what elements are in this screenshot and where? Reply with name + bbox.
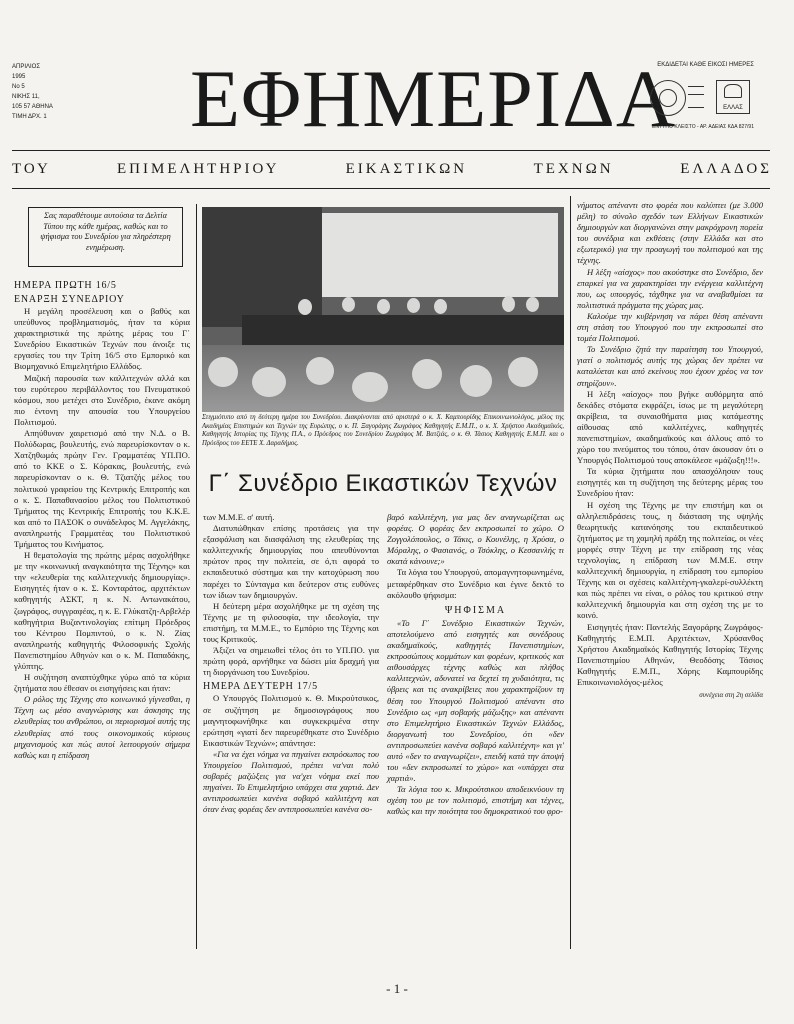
- paragraph: Η συζήτηση αναπτύχθηκε γύρω από τα κύρια ζητήματα που έθεσαν οι εισηγήσεις και ήταν:: [14, 672, 190, 694]
- paragraph: Εισηγητές ήταν: Παντελής Ξαγοράρης Ζωγράφος-Καθηγητής Ε.Μ.Π. Αρχιτέκτων, Χρύσανθος Χρήστου Ακαδημαϊκός Καθηγητής Ιστορίας Τέχνης Πανεπιστημίου Αθηνών, Θεοδόσης Τάσιος Καθηγητής Ε.Μ.Π., Χάρης Καμπουρίδης Επικοινωνιολόγος-μέλος: [577, 621, 763, 688]
- paragraph: Άξιζει να σημειωθεί τέλος ότι το ΥΠ.ΠΟ. για πρώτη φορά, αρνήθηκε να δώσει μία δραχμή για τη διοργάνωση του Συνεδρίου.: [203, 645, 379, 678]
- address-street: ΝΙΚΗΣ 11,: [12, 94, 40, 100]
- issue-info: [12, 62, 53, 122]
- paragraph: Η θεματολογία της πρώτης μέρας ασχολήθηκε με την «κοινωνική αναγκαιότητα της Τέχνης» και την «ελευθερία της καλλιτεχνικής δημιουργίας». Εισηγητές ήταν ο κ. Σ. Κονταράτος, αρχιτέκτων καθηγητής ΑΣΚΤ, η κ. Ν. Αντωνακάτου, ζωγράφος, συγγραφέας, η κ. Ε. Γλύκατζη-Αρβελέρ καθηγήτρια Βυζαντινολογίας επίτιμη Πρόεδρος του Κέντρου Πομπιντού, ο κ. Ν. Ζίας αναπληρωτής καθηγητής Φιλοσοφικής Σχολής Πανεπιστημίου Αθηνών και ο κ. Μ. Παπαδάκης, γλύπτης.: [14, 550, 190, 671]
- issue-price: ΤΙΜΗ ΔΡΧ. 1: [12, 114, 47, 120]
- paragraph: Καλούμε την κυβέρνηση να πάρει θέση απέναντι στη στάση του Υπουργού που την εκπροσωπεί στο τομέα Πολιτισμού.: [577, 310, 763, 344]
- article-column-2: [203, 512, 379, 815]
- section-heading: ΕΝΑΡΞΗ ΣΥΝΕΔΡΙΟΥ: [14, 294, 125, 305]
- article-column-1: [14, 277, 190, 761]
- paragraph: βαρό καλλιτέχνη, για μας δεν αναγνωρίζεται ως φορέας. Ο φορέας δεν εκπροσωπεί το χώρο. Ο Ζογγολόπουλος, ο Τάκις, ο Κουνέλης, η Χρύσα, ο Μόραλης, ο Φασιανός, ο Τσόκλης, ο Κεσσανλής τι σκατά κάνουνε;»: [387, 512, 564, 567]
- masthead-rule-top: [12, 150, 770, 151]
- paragraph: Τα λόγια του κ. Μικρούτσικου αποδεικνύουν τη σχέση του με τον πολιτισμό, επιστήμη και τέχνες, καθώς και την ποιότητα του δημοκρατικού του φρο-: [387, 784, 564, 817]
- paragraph: των Μ.Μ.Ε. σ' αυτή.: [203, 512, 275, 522]
- paragraph: Απηύθυναν χαιρετισμό από την Ν.Δ. ο Β. Πολύδωρας, βουλευτής, ενώ παρευρίσκονταν ο κ. Χατζηθωμάς πρώην Γεν. Γραμματέας ΥΠ.ΠΟ. από το ΚΚΕ ο Σ. Κόρακας, βουλευτής, ενώ παρευρίσκονταν ο κ. Θ. Τζιατζής μέλος του πολιτικού γραφείου της Κεντρικής Επιτροπής και ο κ. Σ. Παπαθανασίου μέλος του Πολιτιστικού Τμήματος της Κεντρικής Επιτροπής του Κ.Κ.Ε. και από το ΠΑΣΟΚ ο συνάδελφος Μ. Αγγελάκης, αναπληρωτής Γραμματέας του Πολιτιστικού Τμήματος του Κινήματος.: [14, 428, 190, 549]
- newspaper-title: ΕΦΗΜΕΡΙΔΑ: [190, 53, 677, 144]
- paragraph: Μαζική παρουσία των καλλιτεχνών αλλά και του ευρύτερου περιβάλλοντος του Πνευματικού κόσμου, που μετέχει στο Συνέδριο, έκανε ακόμη πιο έντονη την απουσία του Υπουργείου Πολιτισμού.: [14, 372, 190, 427]
- paragraph: Η δεύτερη μέρα ασχολήθηκε με τη σχέση της Τέχνης με τη φιλοσοφία, την ιδεολογία, την επιστήμη, τα Μ.Μ.Ε., το Εμπόριο της Τέχνης και τους Κριτικούς.: [203, 600, 379, 645]
- article-column-3: [387, 512, 564, 818]
- paragraph: Τα λόγια του Υπουργού, απομαγνητοφωνημένα, μεταφέρθηκαν στο Συνέδριο και έγινε δεκτό το ακόλουθο ψήφισμα:: [387, 567, 564, 600]
- section-heading: ΗΜΕΡΑ ΠΡΩΤΗ 16/5: [14, 280, 117, 291]
- conference-photo: [202, 207, 564, 412]
- page-number: - 1 -: [386, 981, 408, 996]
- paragraph: Η μεγάλη προσέλευση και ο βαθύς και υπεύθυνος προβληματισμός, ήταν τα κύρια χαρακτηριστικά της πρώτης μέρας του Γ΄ Συνεδρίου Εικαστικών Τεχνών που άνοιξε τις εργασίες του την Τρίτη 16/5 στο Εμπορικό και Βιομηχανικό Επιμελητήριο Ελλάδος.: [14, 306, 190, 372]
- section-heading: ΨΗΦΙΣΜΑ: [444, 604, 507, 616]
- article-column-4: [577, 200, 763, 701]
- intro-box: Σας παραθέτουμε αυτούσια τα Δελτία Τύπου της κάθε ημέρας, καθώς και το ψήφισμα του Συνεδρίου για πληρέστερη ενημέρωση.: [28, 207, 183, 267]
- address-city: 105 57 ΑΘΗΝΑ: [12, 104, 53, 110]
- paragraph: Ο Υπουργός Πολιτισμού κ. Θ. Μικρούτσικος, σε συζήτηση με δημοσιογράφους που μαγνητοφωνήθηκε και συγκεκριμένα στην ερώτηση «γιατί δεν παρευρέθηκατε στο Συνέδριο Εικαστικών Τεχνών»; απάντησε:: [203, 693, 379, 748]
- photo-caption: Στιγμιότυπο από τη δεύτερη ημέρα του Συνεδρίου. Διακρίνονται από αριστερά ο κ. Χ. Καμπουρίδης Επικοινωνιολόγος, μέλος της Ακαδημίας Επιστημών και Τεχνών της Ευρώπης, ο κ. Π. Ξαγοράρης Ζωγράφος Καθηγητής Ε.Μ.Π., ο κ. Χ. Χρήστου Ακαδημαϊκός, Καθηγητής Ιστορίας της Τέχνης Π.Α., ο Πρόεδρος του Συνεδρίου Ζωγράφος Μ. Βατζιάς, ο κ. Θ. Τάσιος Καθηγητής Ε.Μ.Π. και ο Πρόεδρος του ΕΕΤΕ Χ. Δαραδήμος.: [202, 414, 564, 448]
- hellenic-post-stamp-icon: [716, 80, 750, 114]
- paragraph: Η σχέση της Τέχνης με την επιστήμη και οι αλληλεπιδράσεις τους, η διάσταση της υψηλής θεωρητικής κατανόησης του εκπαιδευτικού ζητήματος με τη χαμηλή πράξη της πολιτείας, οι νέες μορφές στην Τέχνη με την επίδραση της νέας τεχνολογίας, η επίδραση των Μ.Μ.Ε. στην καλλιτεχνική δημιουργία, η επίδραση του εμπορίου Τέχνης και οι σχέσεις καλλιτέχνη-γκαλερί-συλλέκτη και πώς πρέπει να είναι, ο ρόλος του κριτικού στην καλλιτεχνική δημιουργία και στη σχέση της με το κοινό.: [577, 499, 763, 621]
- publication-frequency: ΕΚΔΙΔΕΤΑΙ ΚΑΘΕ ΕΙΚΟΣΙ ΗΜΕΡΕΣ: [657, 62, 754, 68]
- section-heading: ΗΜΕΡΑ ΔΕΥΤΕΡΗ 17/5: [203, 681, 318, 693]
- column-divider: [196, 204, 197, 949]
- paragraph: Τα κύρια ζητήματα που απασχόλησαν τους εισηγητές και τη συζήτηση της δεύτερης μέρας του Συνεδρίου ήταν:: [577, 466, 763, 499]
- article-headline: Γ΄ Συνέδριο Εικαστικών Τεχνών: [208, 470, 558, 497]
- issue-month: ΑΠΡΙΛΙΟΣ: [12, 64, 41, 70]
- paragraph: νήματος απέναντι στο φορέα που καλύπτει (με 3.000 μέλη) το σύνολο σχεδόν των Ελλήνων Εικαστικών δημιουργών και διοργανώνει στην μακρόχρονη πορεία του συνέδρια και εκθέσεις (στην Ελλάδα και στο εξωτερικό) για την προαγωγή του πολιτισμού και της τέχνης.: [577, 200, 763, 266]
- paragraph: Ο ρόλος της Τέχνης στο κοινωνικό γίγνεσθαι, η Τέχνη ως μέσο αναγνώρισης και άσκησης της ελευθερίας του ανθρώπου, οι περιορισμοί αυτής της ελευθερίας από τους οικονομικούς κύριους μηχανισμούς και πώς αυτοί λειτουργούν σήμερα καθώς και η επίδραση: [14, 694, 190, 760]
- masthead-rule-bottom: [12, 188, 770, 189]
- paragraph: Η λέξη «αίσχος» που ακούστηκε στο Συνέδριο, δεν επαρκεί για να χαρακτηρίσει την ενέργεια καλλιτέχνη που, ως υπουργός, τάχθηκε για να αναβαθμίσει τα πολιτιστικά πράγματα της χώρας μας.: [577, 266, 763, 310]
- stamp-label: ΕΛΛΑΣ: [723, 105, 743, 111]
- continued-note: συνέχεια στη 2η σελίδα: [699, 691, 763, 700]
- issue-number: No 5: [12, 84, 25, 90]
- postmark-icon: [650, 80, 686, 116]
- paragraph: Διατυπώθηκαν επίσης προτάσεις για την εξασφάλιση και διασφάλιση της ελευθερίας της καλλιτεχνικής δημιουργίας που απευθύνονται πρώτον προς την πολιτεία, σε ό,τι αφορά το εκπαιδευτικό σύστημα και την κατοχύρωση που παρέχει το Σύνταγμα και δεύτερον στις ευθύνες των ίδιων των δημιουργών.: [203, 523, 379, 600]
- column-divider: [570, 196, 571, 949]
- paragraph: «Το Γ΄ Συνέδριο Εικαστικών Τεχνών, αποτελούμενο από εισηγητές και συνέδρους ακαδημαϊκούς, καθηγητές Πανεπιστημίων, εκπροσώπους κομμάτων και φορέων, κριτικούς και αιθουσάρχες τέχνης καθώς και πλήθος καλλιτεχνών, αδυνατεί να δεχτεί τη χυδαιότητα, τις ύβρεις και τις ανακρίβειες που χαρακτηρίζουν τη θέση του Υπουργού Πολιτισμού απέναντι στο Συνέδριο ως «μη σοβαρής μάζωξης» και απέναντι στο Επιμελητήριο Εικαστικών Τεχνών Ελλάδος, διοργανωτή του Συνεδρίου, ότι «δεν αντιπροσωπεύει κανένα σοβαρό καλλιτέχνη» και γι' αυτό «δεν το αναγνωρίζει», επειδή κατά την άποψή του «δεν εκπροσωπεί το χώρο» και «υπάρχει στα χαρτιά».: [387, 617, 564, 784]
- postal-permit: ΕΝΤΥΠΟ ΚΛΕΙΣΤΟ - ΑΡ. ΑΔΕΙΑΣ ΚΔΑ 827/91: [652, 124, 754, 130]
- paragraph: «Για να έχει νόημα να πηγαίνει εκπρόσωπος του Υπουργείου Πολιτισμού, πρέπει να'ναι πολύ σοβαρές μαζώξεις για να'χει νόημα εκεί που πηγαίνει. Το Επιμελητήριο υπάρχει στα χαρτιά. Δεν αντιπροσωπεύει κανένα σοβαρό καλλιτέχνη και όταν ένας φορέας δεν αντιπροσωπεύει κανένα σο-: [203, 748, 379, 815]
- postage-stamps: [650, 80, 760, 120]
- postmark-lines-icon: [688, 86, 704, 108]
- paragraph: Η λέξη «αίσχος» που βγήκε αυθόρμητα από δεκάδες στόματα εκφράζει, ίσως με τη μεγαλύτερη ακρίβεια, τα συναισθήματα μιας κατάμεστης αίθουσας από καλλιτέχνες, καθηγητές πανεπιστημίων, ακαδημαϊκούς και άλλους από το χώρο του πνεύματος του τόπου, όταν άκουσαν ότι ο Υπουργός Πολιτισμού τους αποκάλεσε «μάζωξη!!!».: [577, 388, 763, 466]
- newspaper-subtitle: ΤΟΥ ΕΠΙΜΕΛΗΤΗΡΙΟΥ ΕΙΚΑΣΤΙΚΩΝ ΤΕΧΝΩΝ ΕΛΛΑΔΟΣ: [12, 161, 772, 177]
- paragraph: Το Συνέδριο ζητά την παραίτηση του Υπουργού, γιατί ο πολιτισμός αυτής της χώρας δεν πρέπει να καταλύεται και από εκείνους που έχουν χρέος να τον στηρίζουν».: [577, 344, 763, 388]
- issue-year: 1995: [12, 74, 26, 80]
